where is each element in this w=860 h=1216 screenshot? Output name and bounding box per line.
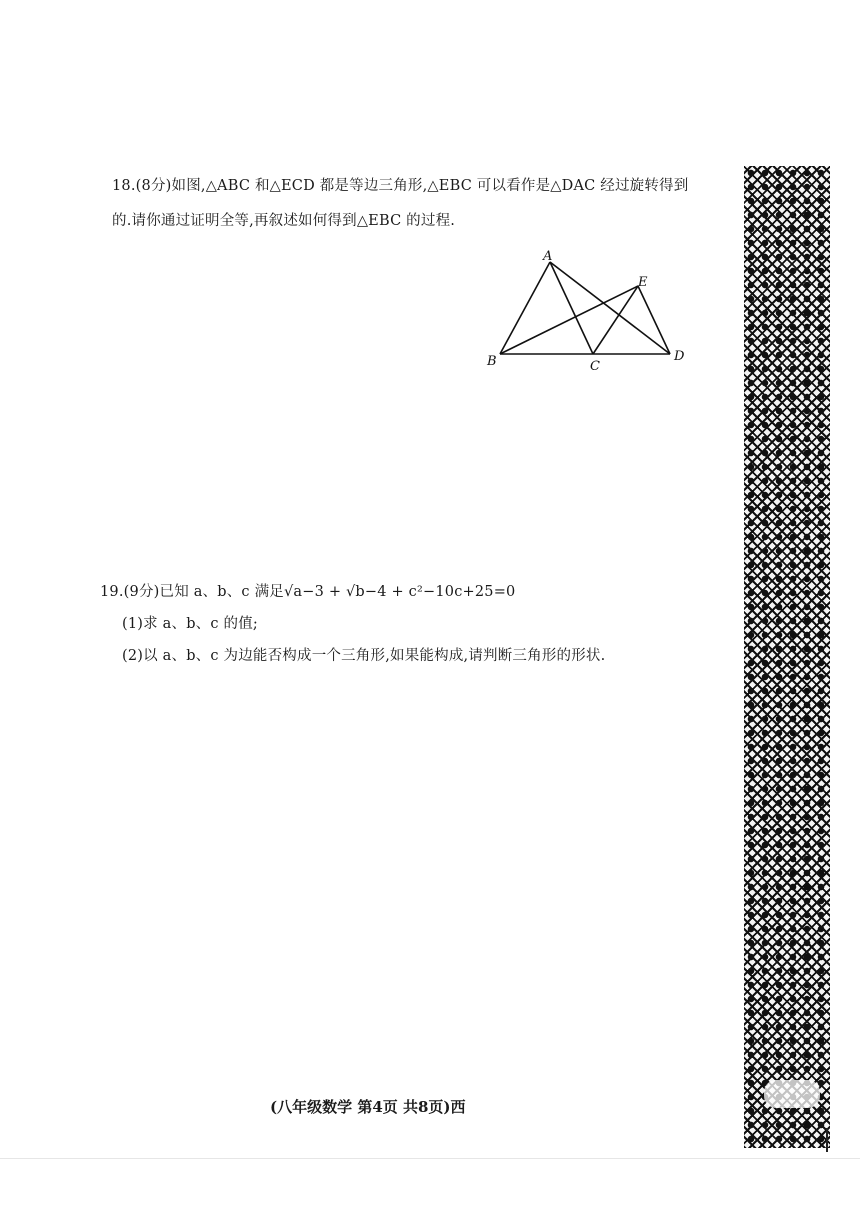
question-19-text: 19.(9分)已知 a、b、c 满足√a−3 + √b−4 + c²−10c+25=0 — [100, 584, 516, 600]
segment-ab — [500, 262, 550, 354]
label-e: E — [638, 275, 648, 290]
label-c: C — [590, 359, 600, 374]
question-18-text-line-2: 的.请你通过证明全等,再叙述如何得到△EBC 的过程. — [112, 213, 456, 229]
question-18-text-line-1: 18.(8分)如图,△ABC 和△ECD 都是等边三角形,△EBC 可以看作是△DAC 经过旋转得到 — [112, 178, 689, 194]
segment-ad — [550, 262, 670, 354]
question-19-part-1: (1)求 a、b、c 的值; — [122, 616, 258, 632]
decorative-binding-pattern — [744, 166, 830, 1148]
segment-be — [500, 286, 638, 354]
page-footer: (八年级数学 第4页 共8页)西 — [270, 1098, 466, 1116]
label-d: D — [674, 349, 685, 364]
segment-ac — [550, 262, 593, 354]
segment-ed — [638, 286, 670, 354]
label-a: A — [543, 249, 553, 264]
label-b: B — [487, 354, 497, 369]
triangle-figure — [480, 244, 690, 374]
margin-mark — [826, 1128, 828, 1152]
watermark-mark — [764, 1080, 820, 1108]
question-19-part-2: (2)以 a、b、c 为边能否构成一个三角形,如果能构成,请判断三角形的形状. — [122, 648, 606, 664]
bottom-divider — [0, 1158, 860, 1159]
